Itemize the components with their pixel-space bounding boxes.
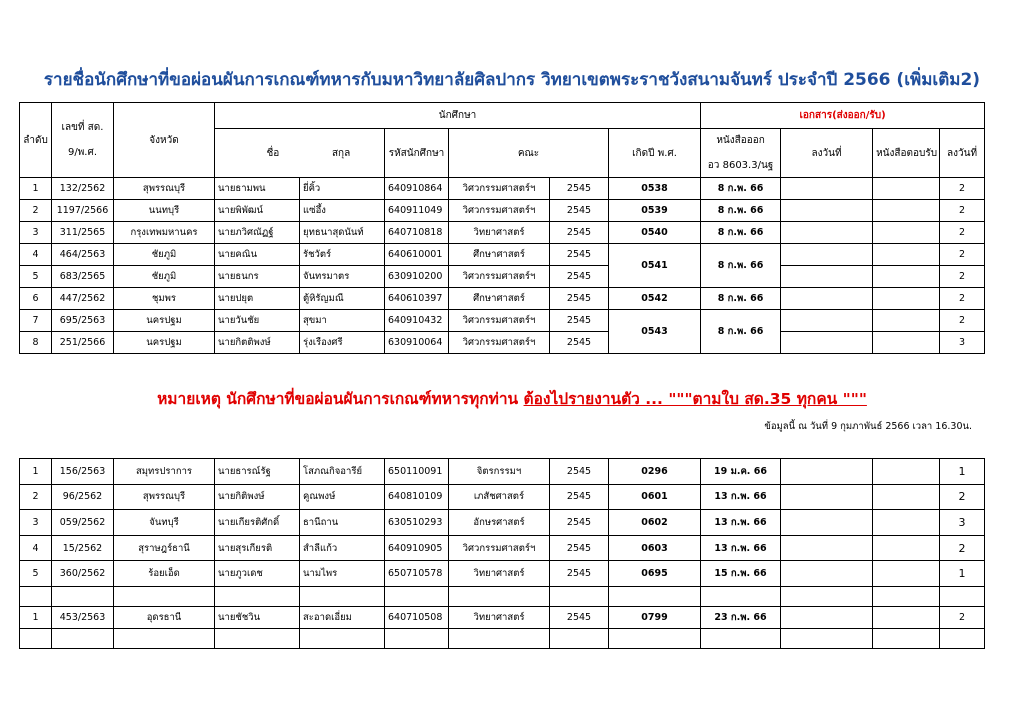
cell-faculty: เภสัชศาสตร์ xyxy=(449,484,550,510)
table-row xyxy=(20,266,985,288)
header-first-name: ชื่อ xyxy=(266,147,280,159)
cell-first-name: นายคณิน xyxy=(215,244,300,266)
cell-province: นครปฐม xyxy=(114,310,215,332)
cell-sd-no: 447/2562 xyxy=(52,288,114,310)
cell-birth-year: 2545 xyxy=(550,606,609,628)
table-row xyxy=(20,459,985,485)
cell-out-letter: 0296 xyxy=(609,459,701,485)
cell-out-letter: 0538 xyxy=(609,178,701,200)
cell-first-name: นายชัชวิน xyxy=(215,606,300,628)
cell-out-letter: 0601 xyxy=(609,484,701,510)
cell-sd-no: 132/2562 xyxy=(52,178,114,200)
header-last-name: สกุล xyxy=(331,147,351,159)
cell-birth-year: 2545 xyxy=(550,222,609,244)
cell-faculty: วิศวกรรมศาสตร์ฯ xyxy=(449,266,550,288)
cell-reply-date xyxy=(873,535,940,561)
cell-province: นนทบุรี xyxy=(114,200,215,222)
cell-last-name: สุขมา xyxy=(300,310,385,332)
cell-reply-date xyxy=(873,288,940,310)
cell-year: 1 xyxy=(940,459,985,485)
header-province: จังหวัด xyxy=(114,103,215,178)
blank-cell xyxy=(701,628,781,648)
cell-birth-year: 2545 xyxy=(550,561,609,587)
cell-out-letter: 0539 xyxy=(609,200,701,222)
cell-no: 1 xyxy=(20,459,52,485)
blank-cell xyxy=(609,586,701,606)
cell-out-letter: 0799 xyxy=(609,606,701,628)
cell-student-id: 640710818 xyxy=(385,222,449,244)
cell-out-letter: 0695 xyxy=(609,561,701,587)
cell-reply-letter xyxy=(781,310,873,332)
blank-cell xyxy=(940,586,985,606)
cell-reply-letter xyxy=(781,200,873,222)
cell-province: สุพรรณบุรี xyxy=(114,178,215,200)
cell-birth-year: 2545 xyxy=(550,535,609,561)
header-faculty: คณะ xyxy=(449,129,609,178)
cell-reply-date xyxy=(873,266,940,288)
table-row xyxy=(20,561,985,587)
header-sd-no: เลขที่ สด. 9/พ.ศ. xyxy=(52,103,114,178)
cell-province: สุราษฎร์ธานี xyxy=(114,535,215,561)
cell-out-letter: 0540 xyxy=(609,222,701,244)
cell-student-id: 640910432 xyxy=(385,310,449,332)
cell-first-name: นายภูวเดช xyxy=(215,561,300,587)
cell-student-id: 650110091 xyxy=(385,459,449,485)
cell-student-id: 640610001 xyxy=(385,244,449,266)
cell-year: 2 xyxy=(940,266,985,288)
cell-year: 2 xyxy=(940,244,985,266)
cell-last-name: จันทรมาตร xyxy=(300,266,385,288)
blank-cell xyxy=(873,586,940,606)
cell-no: 3 xyxy=(20,222,52,244)
cell-sd-no: 156/2563 xyxy=(52,459,114,485)
cell-out-letter: 0602 xyxy=(609,510,701,536)
blank-cell xyxy=(300,628,385,648)
cell-date: 8 ก.พ. 66 xyxy=(701,222,781,244)
cell-reply-letter xyxy=(781,222,873,244)
blank-cell xyxy=(609,628,701,648)
cell-sd-no: 251/2566 xyxy=(52,332,114,354)
cell-first-name: นายกิติพงษ์ xyxy=(215,484,300,510)
cell-sd-no: 311/2565 xyxy=(52,222,114,244)
cell-last-name: ยี่คิ้ว xyxy=(300,178,385,200)
header-first-last xyxy=(215,129,385,178)
cell-student-id: 640610397 xyxy=(385,288,449,310)
blank-cell xyxy=(449,628,550,648)
cell-sd-no: 464/2563 xyxy=(52,244,114,266)
blank-cell xyxy=(449,586,550,606)
header-date1: ลงวันที่ xyxy=(781,129,873,178)
blank-cell xyxy=(20,628,52,648)
cell-student-id: 640910864 xyxy=(385,178,449,200)
cell-sd-no: 96/2562 xyxy=(52,484,114,510)
table-row xyxy=(20,244,985,266)
cell-sd-no: 360/2562 xyxy=(52,561,114,587)
cell-reply-date xyxy=(873,459,940,485)
cell-student-id: 640910905 xyxy=(385,535,449,561)
data-timestamp: ข้อมูลนี้ ณ วันที่ 9 กุมภาพันธ์ 2566 เวลา 16.30น. xyxy=(764,421,972,432)
cell-student-id: 630510293 xyxy=(385,510,449,536)
cell-birth-year: 2545 xyxy=(550,288,609,310)
cell-student-id: 650710578 xyxy=(385,561,449,587)
cell-reply-letter xyxy=(781,510,873,536)
cell-sd-no: 695/2563 xyxy=(52,310,114,332)
cell-last-name: สำลีแก้ว xyxy=(300,535,385,561)
cell-reply-letter xyxy=(781,244,873,266)
additional-student-table xyxy=(19,458,985,649)
cell-no: 8 xyxy=(20,332,52,354)
cell-student-id: 630910200 xyxy=(385,266,449,288)
cell-reply-date xyxy=(873,606,940,628)
cell-year: 2 xyxy=(940,535,985,561)
cell-province: นครปฐม xyxy=(114,332,215,354)
cell-reply-date xyxy=(873,332,940,354)
cell-province: สุพรรณบุรี xyxy=(114,484,215,510)
cell-province: จันทบุรี xyxy=(114,510,215,536)
header-docs-group: เอกสาร(ส่งออก/รับ) xyxy=(701,103,985,129)
cell-birth-year: 2545 xyxy=(550,310,609,332)
cell-province: ชัยภูมิ xyxy=(114,266,215,288)
blank-cell xyxy=(300,586,385,606)
cell-date: 13 ก.พ. 66 xyxy=(701,484,781,510)
cell-sd-no: 1197/2566 xyxy=(52,200,114,222)
cell-last-name: แซ่อึ้ง xyxy=(300,200,385,222)
blank-cell xyxy=(52,586,114,606)
blank-cell xyxy=(114,628,215,648)
cell-last-name: ตู้หิรัญมณี xyxy=(300,288,385,310)
header-reply-letter: หนังสือตอบรับ xyxy=(873,129,940,178)
cell-out-letter: 0603 xyxy=(609,535,701,561)
table-row xyxy=(20,332,985,354)
cell-last-name: ยุทธนาสุดนันท์ xyxy=(300,222,385,244)
cell-student-id: 640710508 xyxy=(385,606,449,628)
cell-first-name: นายพิพัฒน์ xyxy=(215,200,300,222)
cell-reply-date xyxy=(873,510,940,536)
cell-date: 23 ก.พ. 66 xyxy=(701,606,781,628)
cell-date: 13 ก.พ. 66 xyxy=(701,535,781,561)
cell-no: 6 xyxy=(20,288,52,310)
cell-date: 8 ก.พ. 66 xyxy=(701,288,781,310)
blank-cell xyxy=(215,628,300,648)
cell-reply-letter xyxy=(781,535,873,561)
table-row xyxy=(20,484,985,510)
cell-date: 8 ก.พ. 66 xyxy=(701,200,781,222)
cell-year: 2 xyxy=(940,484,985,510)
cell-faculty: วิศวกรรมศาสตร์ฯ xyxy=(449,200,550,222)
cell-birth-year: 2545 xyxy=(550,178,609,200)
blank-cell xyxy=(701,586,781,606)
cell-reply-date xyxy=(873,244,940,266)
cell-faculty: วิศวกรรมศาสตร์ฯ xyxy=(449,310,550,332)
cell-faculty: ศึกษาศาสตร์ xyxy=(449,288,550,310)
cell-reply-date xyxy=(873,200,940,222)
blank-row xyxy=(20,628,985,648)
cell-first-name: นายสุรเกียรติ xyxy=(215,535,300,561)
cell-first-name: นายเกียรติศักดิ์ xyxy=(215,510,300,536)
cell-last-name: สะอาดเอี่ยม xyxy=(300,606,385,628)
cell-birth-year: 2545 xyxy=(550,510,609,536)
cell-reply-letter xyxy=(781,606,873,628)
table-row xyxy=(20,288,985,310)
cell-date: 13 ก.พ. 66 xyxy=(701,510,781,536)
cell-first-name: นายธามพน xyxy=(215,178,300,200)
cell-last-name: โสภณกิจอารีย์ xyxy=(300,459,385,485)
cell-birth-year: 2545 xyxy=(550,244,609,266)
cell-first-name: นายวันชัย xyxy=(215,310,300,332)
cell-date: 8 ก.พ. 66 xyxy=(701,178,781,200)
cell-first-name: นายปยุต xyxy=(215,288,300,310)
blank-cell xyxy=(52,628,114,648)
cell-birth-year: 2545 xyxy=(550,459,609,485)
cell-no: 2 xyxy=(20,484,52,510)
cell-no: 1 xyxy=(20,606,52,628)
cell-faculty: อักษรศาสตร์ xyxy=(449,510,550,536)
cell-student-id: 640911049 xyxy=(385,200,449,222)
cell-sd-no: 15/2562 xyxy=(52,535,114,561)
blank-cell xyxy=(215,586,300,606)
remark-note: หมายเหตุ นักศึกษาที่ขอผ่อนผันการเกณฑ์ทหารทุกท่าน ต้องไปรายงานตัว ... """ตามใบ สด.35 ทุกคน """ xyxy=(157,390,867,408)
cell-sd-no: 683/2565 xyxy=(52,266,114,288)
cell-first-name: นายธนกร xyxy=(215,266,300,288)
table-row xyxy=(20,510,985,536)
cell-no: 1 xyxy=(20,178,52,200)
cell-first-name: นายภวิศณัฏฐ์ xyxy=(215,222,300,244)
cell-last-name: รุ่งเรืองศรี xyxy=(300,332,385,354)
header-student-group: นักศึกษา xyxy=(215,103,701,129)
cell-reply-letter xyxy=(781,288,873,310)
cell-last-name: ธานีถาน xyxy=(300,510,385,536)
cell-first-name: นายกิตติพงษ์ xyxy=(215,332,300,354)
cell-no: 5 xyxy=(20,266,52,288)
cell-reply-letter xyxy=(781,459,873,485)
cell-reply-letter xyxy=(781,178,873,200)
cell-reply-letter xyxy=(781,266,873,288)
cell-reply-date xyxy=(873,484,940,510)
table-row xyxy=(20,178,985,200)
cell-student-id: 640810109 xyxy=(385,484,449,510)
cell-faculty: วิทยาศาสตร์ xyxy=(449,606,550,628)
cell-date: 8 ก.พ. 66 xyxy=(701,244,781,288)
cell-year: 2 xyxy=(940,310,985,332)
cell-no: 4 xyxy=(20,244,52,266)
table-row xyxy=(20,222,985,244)
cell-faculty: วิศวกรรมศาสตร์ฯ xyxy=(449,178,550,200)
cell-reply-date xyxy=(873,561,940,587)
cell-year: 1 xyxy=(940,561,985,587)
cell-sd-no: 453/2563 xyxy=(52,606,114,628)
cell-out-letter: 0541 xyxy=(609,244,701,288)
blank-cell xyxy=(550,628,609,648)
student-table xyxy=(19,102,985,354)
header-birth-year: เกิดปี พ.ศ. xyxy=(609,129,701,178)
cell-province: ชุมพร xyxy=(114,288,215,310)
table-row xyxy=(20,310,985,332)
cell-sd-no: 059/2562 xyxy=(52,510,114,536)
blank-cell xyxy=(114,586,215,606)
cell-reply-letter xyxy=(781,484,873,510)
cell-birth-year: 2545 xyxy=(550,266,609,288)
cell-faculty: จิตรกรรมฯ xyxy=(449,459,550,485)
cell-faculty: วิทยาศาสตร์ xyxy=(449,561,550,587)
cell-faculty: วิทยาศาสตร์ xyxy=(449,222,550,244)
blank-cell xyxy=(873,628,940,648)
blank-cell xyxy=(940,628,985,648)
cell-year: 2 xyxy=(940,200,985,222)
cell-reply-date xyxy=(873,178,940,200)
cell-last-name: รัชวัตร์ xyxy=(300,244,385,266)
blank-cell xyxy=(385,586,449,606)
cell-out-letter: 0543 xyxy=(609,310,701,354)
blank-row xyxy=(20,586,985,606)
cell-faculty: วิศวกรรมศาสตร์ฯ xyxy=(449,332,550,354)
header-out-letter: หนังสือออก อว 8603.3/นฐ xyxy=(701,129,781,178)
cell-reply-letter xyxy=(781,561,873,587)
cell-year: 2 xyxy=(940,222,985,244)
cell-birth-year: 2545 xyxy=(550,200,609,222)
page-title: รายชื่อนักศึกษาที่ขอผ่อนผันการเกณฑ์ทหารกับมหาวิทยาลัยศิลปากร วิทยาเขตพระราชวังสนามจันทร์ ประจำปี 2566 (เพิ่มเติม2) xyxy=(43,70,981,90)
cell-no: 2 xyxy=(20,200,52,222)
header-student-id: รหัสนักศึกษา xyxy=(385,129,449,178)
cell-reply-date xyxy=(873,310,940,332)
blank-cell xyxy=(550,586,609,606)
cell-year: 2 xyxy=(940,178,985,200)
cell-year: 3 xyxy=(940,332,985,354)
cell-student-id: 630910064 xyxy=(385,332,449,354)
cell-province: อุดรธานี xyxy=(114,606,215,628)
cell-year: 2 xyxy=(940,606,985,628)
table-row xyxy=(20,200,985,222)
cell-out-letter: 0542 xyxy=(609,288,701,310)
cell-last-name: นามไพร xyxy=(300,561,385,587)
cell-year: 3 xyxy=(940,510,985,536)
cell-birth-year: 2545 xyxy=(550,484,609,510)
blank-cell xyxy=(781,628,873,648)
cell-no: 3 xyxy=(20,510,52,536)
cell-faculty: ศึกษาศาสตร์ xyxy=(449,244,550,266)
cell-reply-date xyxy=(873,222,940,244)
table-row xyxy=(20,535,985,561)
cell-faculty: วิศวกรรมศาสตร์ฯ xyxy=(449,535,550,561)
header-date2: ลงวันที่ xyxy=(940,129,985,178)
table-row xyxy=(20,606,985,628)
cell-first-name: นายธารณ์รัฐ xyxy=(215,459,300,485)
cell-no: 7 xyxy=(20,310,52,332)
cell-no: 5 xyxy=(20,561,52,587)
cell-date: 19 ม.ค. 66 xyxy=(701,459,781,485)
cell-date: 15 ก.พ. 66 xyxy=(701,561,781,587)
blank-cell xyxy=(781,586,873,606)
cell-province: ชัยภูมิ xyxy=(114,244,215,266)
cell-reply-letter xyxy=(781,332,873,354)
cell-province: สมุทรปราการ xyxy=(114,459,215,485)
cell-province: ร้อยเอ็ด xyxy=(114,561,215,587)
cell-birth-year: 2545 xyxy=(550,332,609,354)
header-no: ลำดับ xyxy=(20,103,52,178)
cell-date: 8 ก.พ. 66 xyxy=(701,310,781,354)
blank-cell xyxy=(385,628,449,648)
cell-no: 4 xyxy=(20,535,52,561)
cell-last-name: คูณพงษ์ xyxy=(300,484,385,510)
cell-year: 2 xyxy=(940,288,985,310)
blank-cell xyxy=(20,586,52,606)
cell-province: กรุงเทพมหานคร xyxy=(114,222,215,244)
